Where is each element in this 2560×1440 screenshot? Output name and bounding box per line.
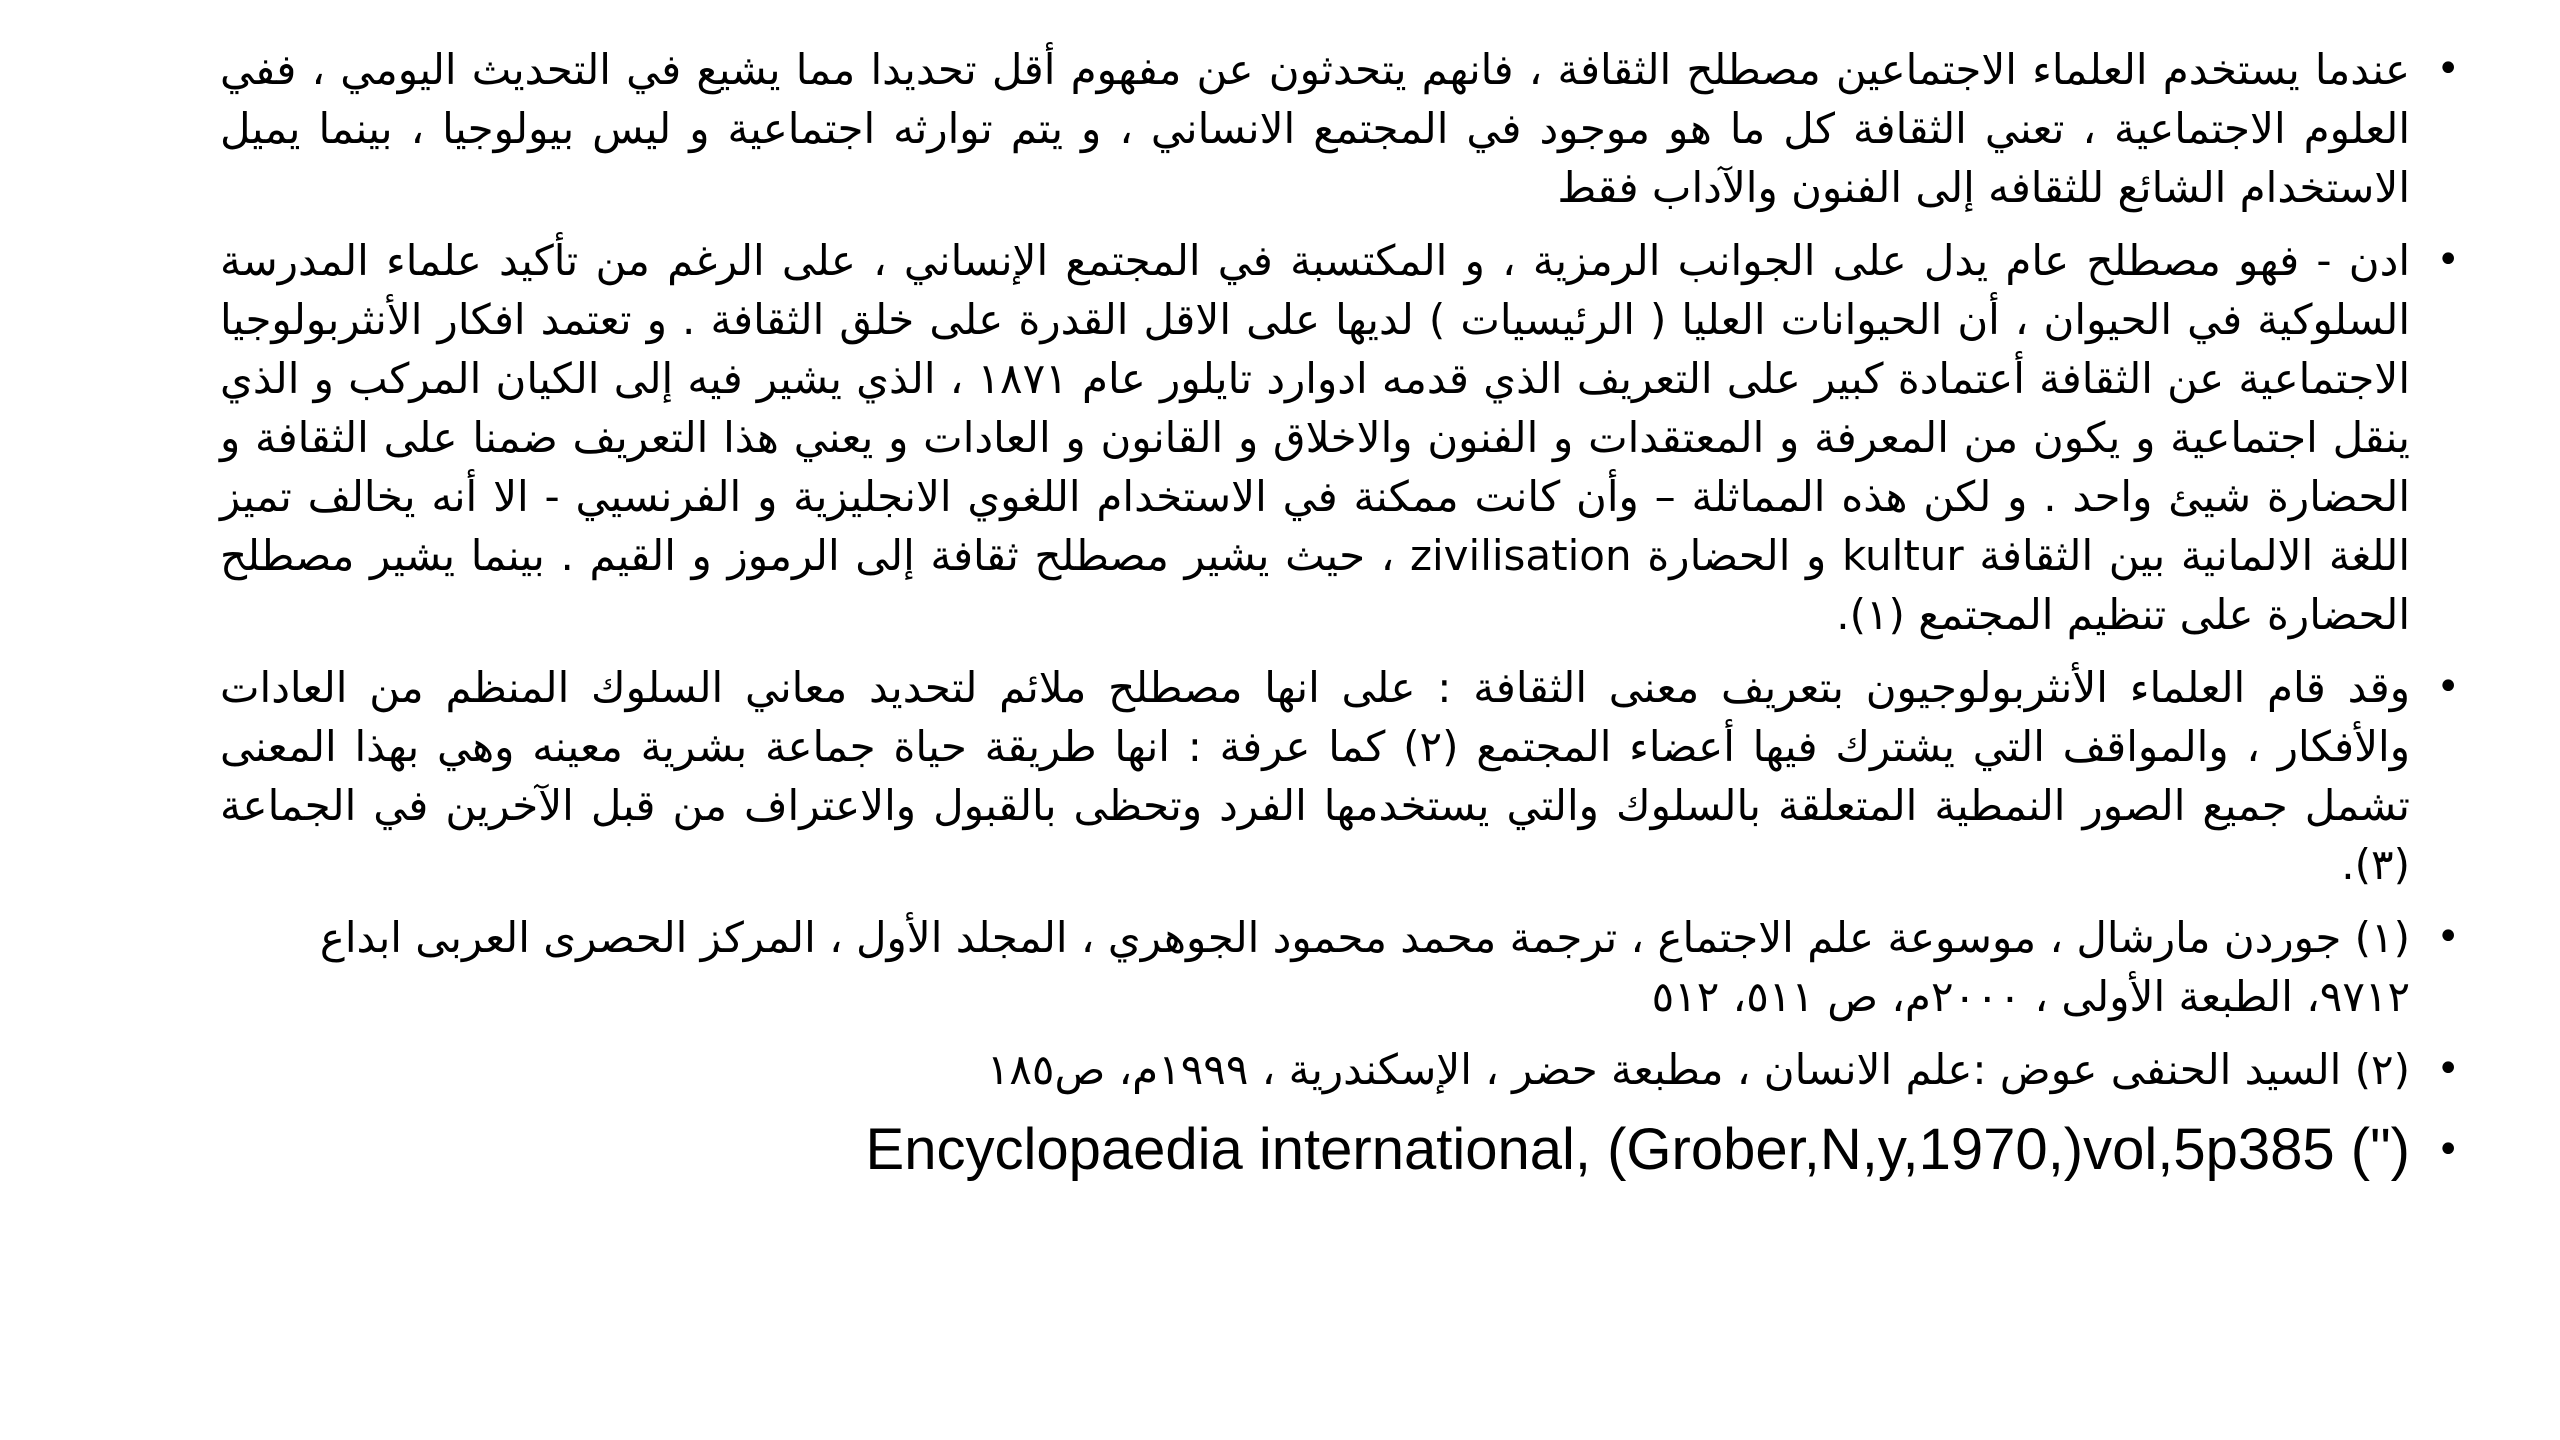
bullet-icon: • (2436, 664, 2460, 710)
bullet-icon: • (2436, 237, 2460, 283)
slide-body (220, 40, 2460, 1201)
paragraph-culture-definition (220, 40, 2460, 217)
bullet-icon: • (2436, 914, 2460, 960)
reference-3 (220, 1113, 2460, 1187)
paragraph-text: وقد قام العلماء الأنثربولوجيون بتعريف معنى الثقافة : على انها مصطلح ملائم لتحديد معاني السلوك المنظم من العادات والأفكار ، والمواقف التي يشترك فيها أعضاء المجتمع (٢) كما عرفة : انها طريقة حياة جماعة بشرية معينه وهي بهذا المعنى تشمل جميع الصور النمطية المتعلقة بالسلوك والتي يستخدمها الفرد وتحظى بالقبول والاعتراف من قبل الآخرين في الجماعة (٣). (220, 663, 2410, 889)
paragraph-tylor-definition (220, 231, 2460, 644)
bullet-list (220, 40, 2460, 1187)
reference-text: (١) جوردن مارشال ، موسوعة علم الاجتماع ، ترجمة محمد محمود الجوهري ، المجلد الأول ، المركز الحصرى العربى ابداع ٩٧١٢، الطبعة الأولى ، ٢٠٠٠م، ص ٥١١، ٥١٢ (319, 913, 2410, 1021)
bullet-icon: • (2436, 1127, 2460, 1173)
reference-1 (220, 908, 2460, 1026)
paragraph-anthropologists-definition (220, 658, 2460, 894)
bullet-icon: • (2436, 46, 2460, 92)
reference-text: (٢) السيد الحنفى عوض :علم الانسان ، مطبعة حضر ، الإسكندرية ، ١٩٩٩م، ص١٨٥ (986, 1045, 2410, 1094)
reference-text: Encyclopaedia international, (Grober,N,y,1970,)vol,5p385 (") (865, 1117, 2410, 1182)
paragraph-text: ادن - فهو مصطلح عام يدل على الجوانب الرمزية ، و المكتسبة في المجتمع الإنساني ، على الرغم من تأكيد علماء المدرسة السلوكية في الحيوان ، أن الحيوانات العليا ( الرئيسيات ) لديها على الاقل القدرة على خلق الثقافة . و تعتمد افكار الأنثربولوجيا الاجتماعية عن الثقافة أعتمادة كبير على التعريف الذي قدمه ادوارد تايلور عام ١٨٧١ ، الذي يشير فيه إلى الكيان المركب و الذي ينقل اجتماعية و يكون من المعرفة و المعتقدات و الفنون والاخلاق و القانون و العادات و يعني هذا التعريف ضمنا على الثقافة و الحضارة شيئ واحد . و لكن هذه المماثلة – وأن كانت ممكنة في الاستخدام اللغوي الانجليزية و الفرنسيي - الا أنه يخالف تميز اللغة الالمانية بين الثقافة kultur و الحضارة zivilisation ، حيث يشير مصطلح ثقافة إلى الرموز و القيم . بينما يشير مصطلح الحضارة على تنظيم المجتمع (١). (220, 236, 2411, 639)
bullet-icon: • (2436, 1046, 2460, 1092)
reference-2 (220, 1040, 2460, 1099)
paragraph-text: عندما يستخدم العلماء الاجتماعين مصطلح الثقافة ، فانهم يتحدثون عن مفهوم أقل تحديدا مما يشيع في التحديث اليومي ، ففي العلوم الاجتماعية ، تعني الثقافة كل ما هو موجود في المجتمع الانساني ، و يتم توارثه اجتماعية و ليس بيولوجيا ، بينما يميل الاستخدام الشائع للثقافه إلى الفنون والآداب فقط (220, 45, 2410, 212)
